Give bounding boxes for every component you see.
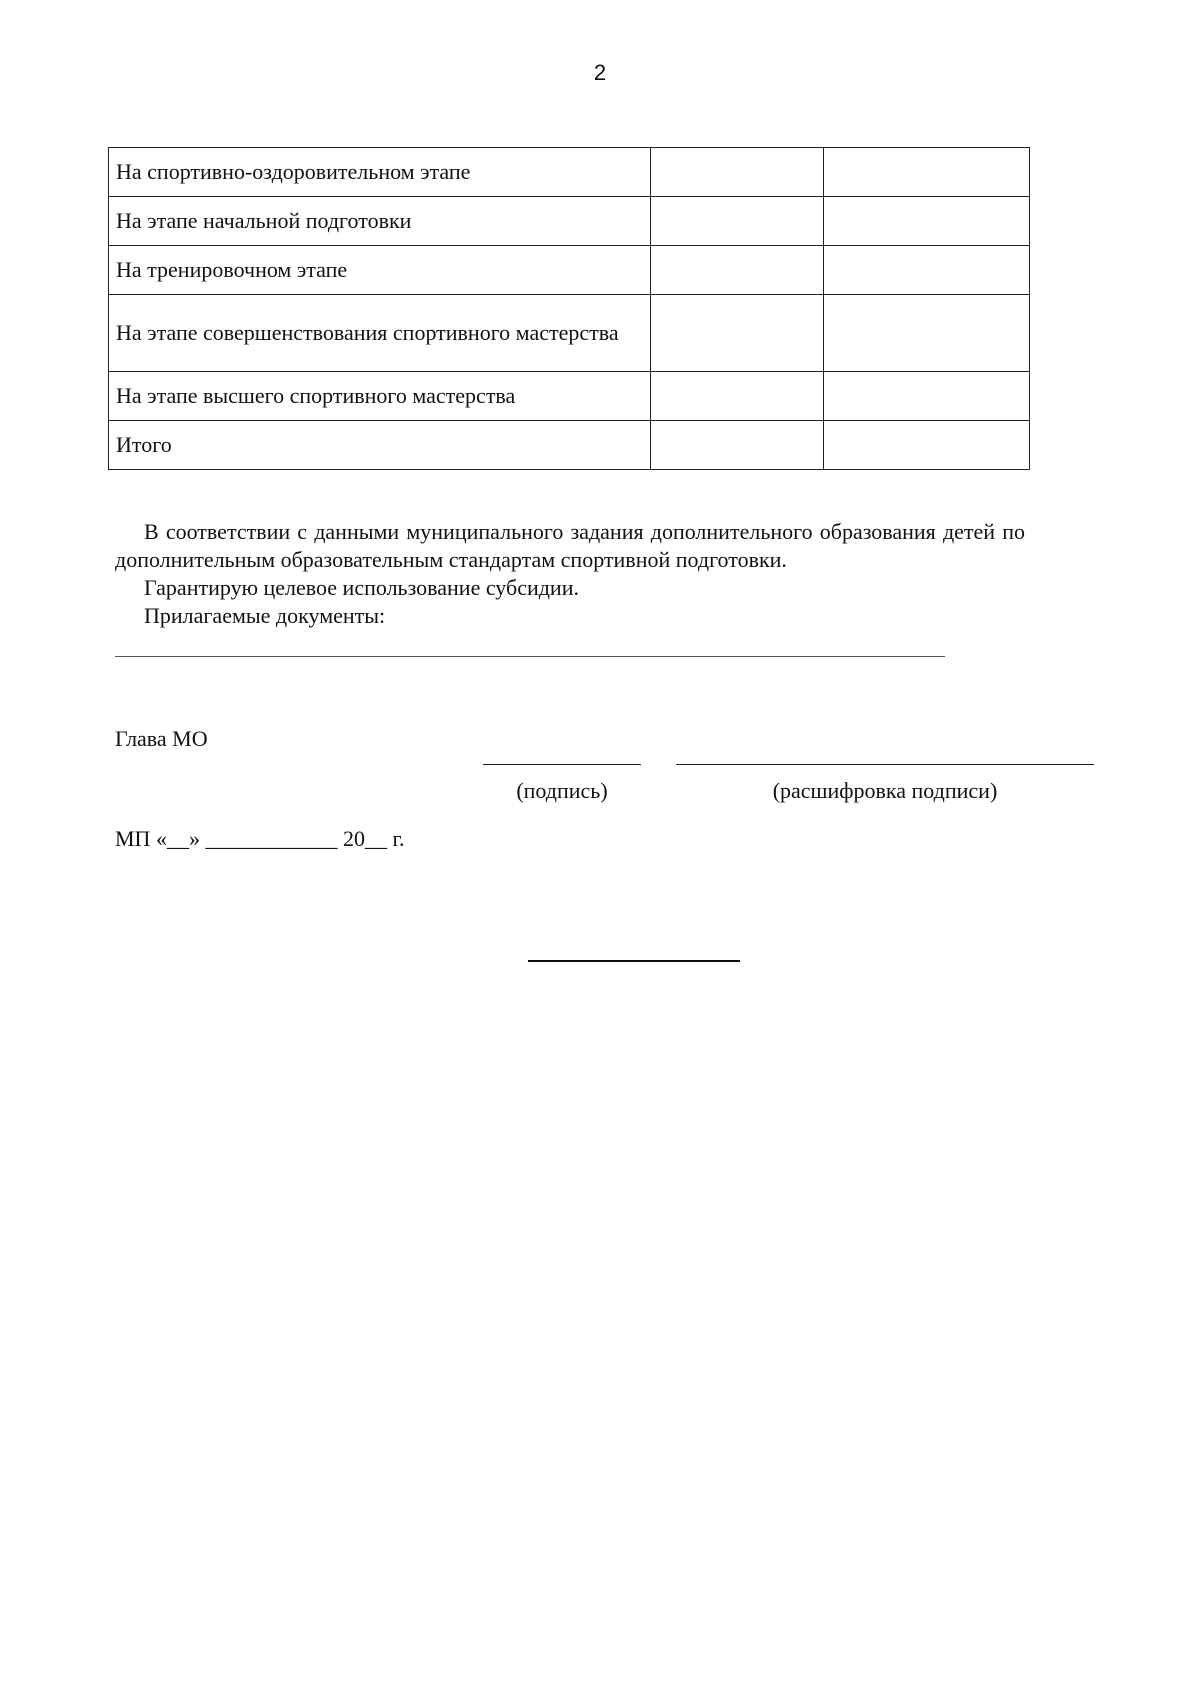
- signature-decode-line: [676, 764, 1094, 765]
- signature-line: [483, 764, 641, 765]
- compliance-paragraph: В соответствии с данными муниципального задания дополнительного образования детей по дополнительным образовательным стандартам спортивной подготовки.: [115, 519, 1025, 572]
- row-label: На этапе высшего спортивного мастерства: [109, 372, 651, 421]
- attachments-paragraph: Прилагаемые документы:: [144, 603, 386, 628]
- row-label: На тренировочном этапе: [109, 246, 651, 295]
- table-row: [109, 421, 1030, 470]
- guarantee-paragraph: Гарантирую целевое использование субсидии.: [144, 575, 579, 600]
- row-cell-2: [651, 295, 824, 372]
- row-cell-2: [651, 421, 824, 470]
- row-cell-3: [824, 421, 1030, 470]
- table-row: [109, 295, 1030, 372]
- head-title: Глава МО: [115, 726, 208, 751]
- body-text: [115, 518, 1025, 630]
- row-cell-2: [651, 197, 824, 246]
- row-cell-2: [651, 246, 824, 295]
- signature-decode-caption: (расшифровка подписи): [772, 778, 998, 803]
- end-of-document-rule: [528, 960, 740, 962]
- row-cell-3: [824, 197, 1030, 246]
- signature-caption: (подпись): [516, 778, 608, 803]
- row-cell-3: [824, 246, 1030, 295]
- row-cell-3: [824, 148, 1030, 197]
- table-row: [109, 246, 1030, 295]
- attachments-fill-line: [115, 656, 945, 657]
- row-label: Итого: [109, 421, 651, 470]
- table-row: [109, 372, 1030, 421]
- row-cell-2: [651, 148, 824, 197]
- stamp-date-line: МП «__» ____________ 20__ г.: [115, 826, 405, 851]
- stages-table: [108, 147, 1030, 470]
- table-row: [109, 197, 1030, 246]
- row-label: На спортивно-оздоровительном этапе: [109, 148, 651, 197]
- row-label: На этапе начальной подготовки: [109, 197, 651, 246]
- row-cell-3: [824, 372, 1030, 421]
- page-number: 2: [593, 60, 607, 85]
- row-cell-2: [651, 372, 824, 421]
- table-row: [109, 148, 1030, 197]
- row-label: На этапе совершенствования спортивного мастерства: [109, 295, 651, 372]
- row-cell-3: [824, 295, 1030, 372]
